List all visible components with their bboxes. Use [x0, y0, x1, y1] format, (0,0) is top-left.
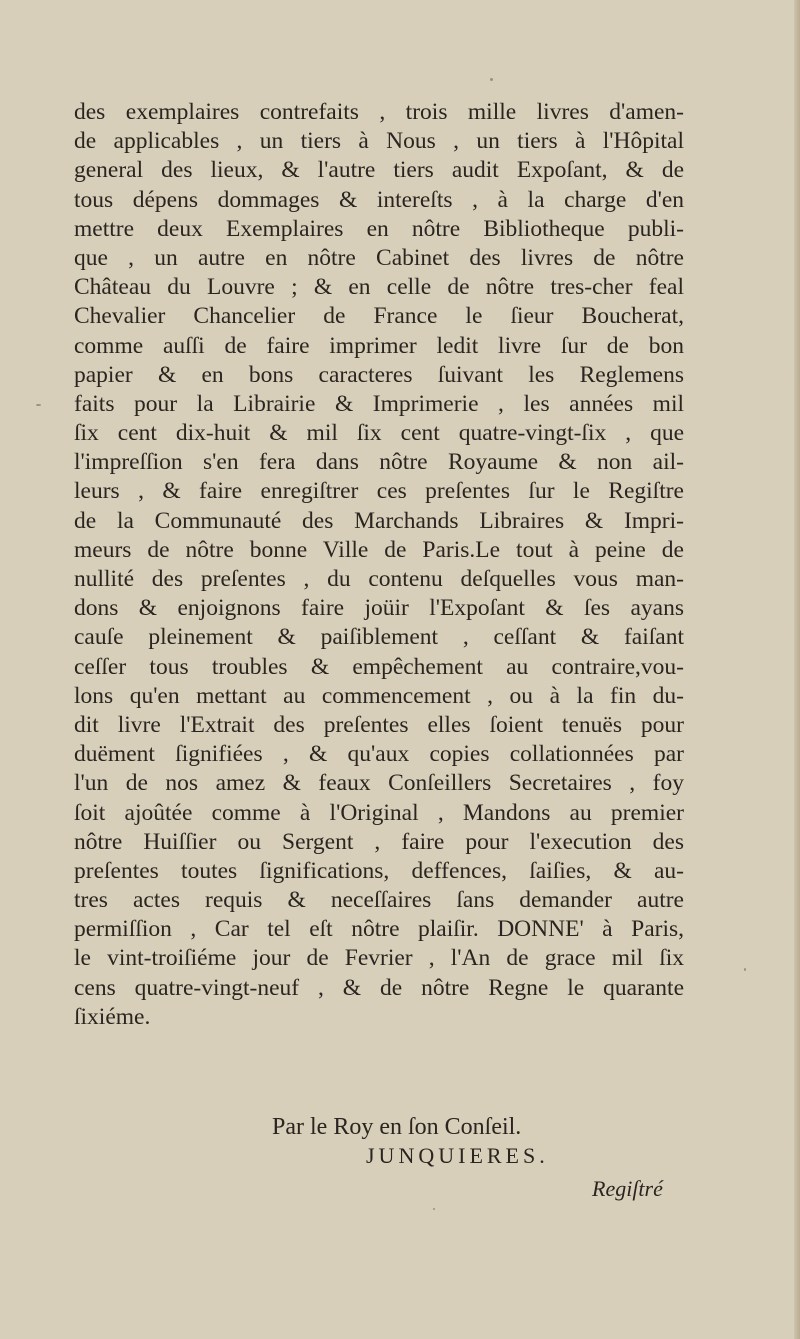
text-line: l'un de nos amez & feaux Conſeillers Secretaires , foy	[74, 770, 684, 797]
text-line: ceſſer tous troubles & empêchement au contraire,vou-	[74, 653, 684, 680]
text-line: permiſſion , Car tel eſt nôtre plaiſir. DONNE' à Paris,	[74, 916, 684, 943]
signer-name: JUNQUIERES.	[366, 1143, 549, 1168]
text-line: l'impreſſion s'en fera dans nôtre Royaume & non ail-	[74, 449, 684, 476]
text-line: dit livre l'Extrait des preſentes elles ſoient tenuës pour	[74, 711, 684, 738]
text-line: ſixiéme.	[74, 1003, 151, 1030]
text-line: leurs , & faire enregiſtrer ces preſentes ſur le Regiſtre	[74, 478, 684, 505]
text-line: mettre deux Exemplaires en nôtre Bibliotheque publi-	[74, 215, 684, 242]
text-line: Château du Louvre ; & en celle de nôtre tres-cher feal	[74, 274, 684, 301]
text-line: ſix cent dix-huit & mil ſix cent quatre-vingt-ſix , que	[74, 420, 684, 447]
text-line: de applicables , un tiers à Nous , un tiers à l'Hôpital	[74, 128, 684, 155]
text-line: general des lieux, & l'autre tiers audit Expoſant, & de	[74, 157, 684, 184]
text-line: papier & en bons caracteres ſuivant les Reglemens	[74, 361, 684, 388]
text-line: meurs de nôtre bonne Ville de Paris.Le tout à peine de	[74, 536, 684, 563]
text-line: le vint-troiſiéme jour de Fevrier , l'An de grace mil ſix	[74, 945, 684, 972]
text-line: de la Communauté des Marchands Libraires & Impri-	[74, 507, 684, 534]
catchword: Regiſtré	[592, 1176, 663, 1201]
paper-speck	[490, 78, 493, 81]
text-line: Chevalier Chancelier de France le ſieur Boucherat,	[74, 303, 684, 330]
text-line: tres actes requis & neceſſaires ſans demander autre	[74, 887, 684, 914]
text-line: cens quatre-vingt-neuf , & de nôtre Regne le quarante	[74, 974, 684, 1001]
text-line: lons qu'en mettant au commencement , ou à la fin du-	[74, 682, 684, 709]
body-text	[74, 98, 684, 1032]
text-line: des exemplaires contrefaits , trois mille livres d'amen-	[74, 99, 684, 125]
text-line: nôtre Huiſſier ou Sergent , faire pour l'execution des	[74, 828, 684, 855]
text-line: faits pour la Librairie & Imprimerie , les années mil	[74, 390, 684, 417]
text-line: duëment ſignifiées , & qu'aux copies collationnées par	[74, 741, 684, 768]
text-line: comme auſſi de faire imprimer ledit livre ſur de bon	[74, 332, 684, 359]
paper-speck	[433, 1208, 435, 1210]
text-line: preſentes toutes ſignifications, deffences, ſaiſies, & au-	[74, 857, 684, 884]
text-line: nullité des preſentes , du contenu deſquelles vous man-	[74, 566, 684, 592]
text-line: ſoit ajoûtée comme à l'Original , Mandons au premier	[74, 799, 684, 826]
signature-line: Par le Roy en ſon Conſeil.	[272, 1114, 522, 1140]
text-line: que , un autre en nôtre Cabinet des livres de nôtre	[74, 244, 684, 271]
text-line: cauſe pleinement & paiſiblement , ceſſant & faiſant	[74, 624, 684, 651]
paper-speck	[744, 968, 746, 971]
paper-speck	[36, 404, 41, 406]
text-line: dons & enjoignons faire joüir l'Expoſant & ſes ayans	[74, 595, 684, 622]
text-line: tous dépens dommages & intereſts , à la charge d'en	[74, 186, 684, 213]
